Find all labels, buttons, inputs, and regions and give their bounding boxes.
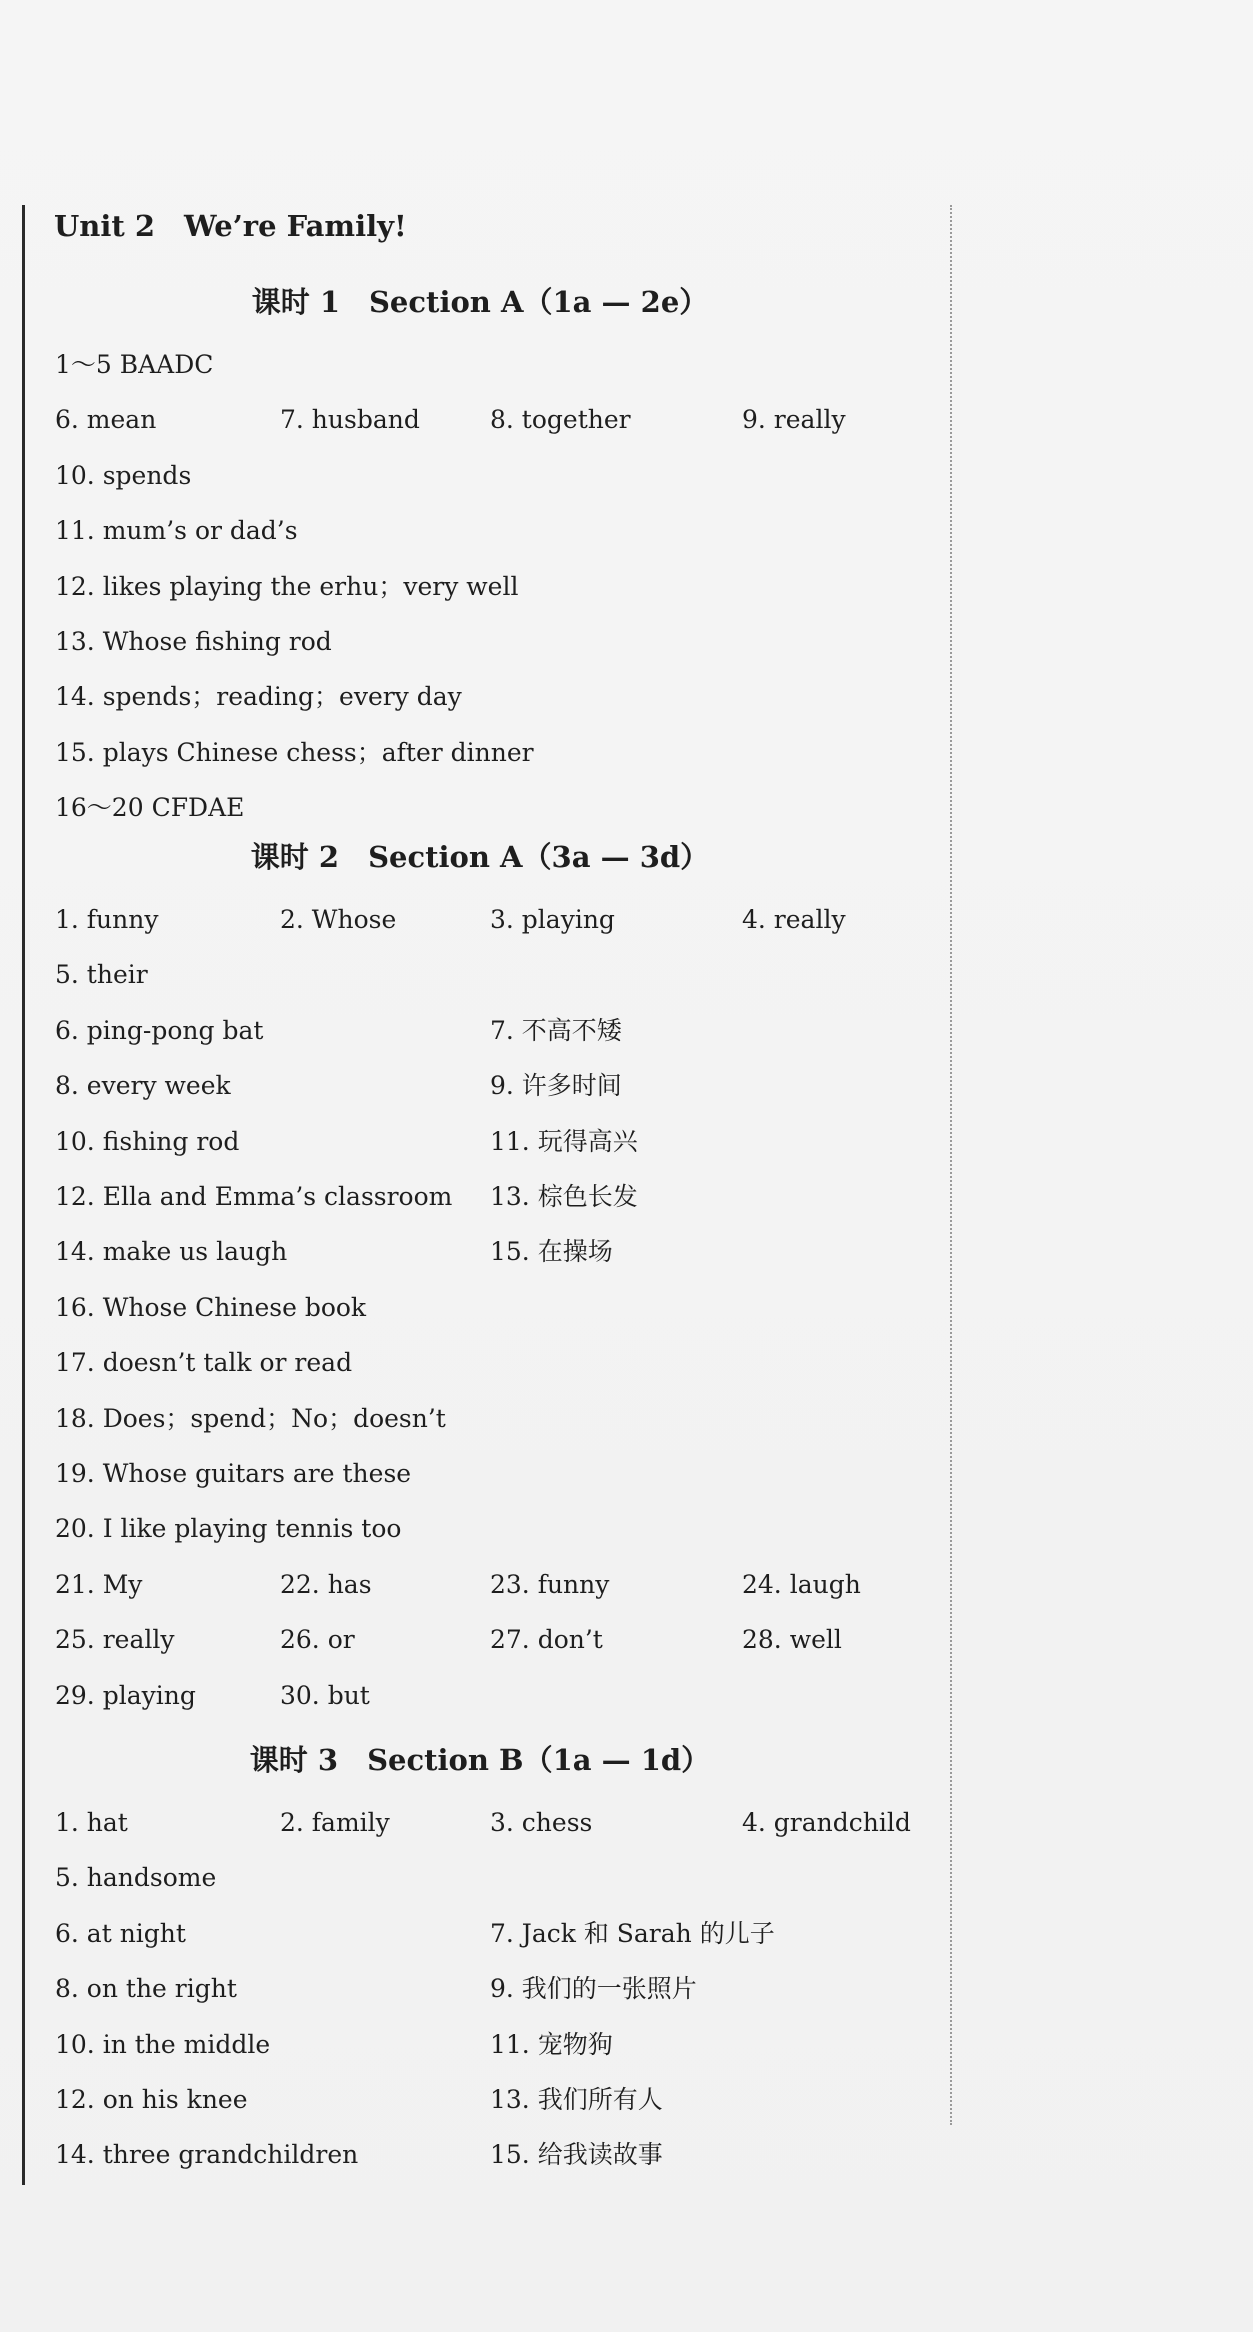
answer-item: 12. Ella and Emma’s classroom (55, 1182, 453, 1211)
answer-item: 28. well (742, 1625, 842, 1655)
answer-row (0, 791, 950, 841)
answer-row (0, 736, 950, 786)
answer-item: 16. Whose Chinese book (55, 1292, 367, 1322)
answer-item: 10. in the middle (55, 2029, 271, 2059)
section-heading: 课时 1 Section A（1a — 2e） (251, 285, 709, 319)
answer-item: 12. on his knee (55, 2085, 248, 2114)
answer-row (0, 1014, 950, 1064)
answer-row (0, 459, 950, 509)
answer-row (0, 570, 950, 620)
answer-item: 26. or (280, 1625, 355, 1655)
answer-item: 14. spends；reading；every day (55, 682, 462, 712)
answer-item: 5. their (55, 960, 148, 990)
answer-item: 29. playing (55, 1680, 196, 1710)
answer-item: 6. at night (55, 1918, 186, 1948)
answer-item: 19. Whose guitars are these (55, 1459, 412, 1488)
answer-item: 13. 我们所有人 (490, 2085, 663, 2114)
answer-item: 13. 棕色长发 (490, 1182, 638, 1211)
answer-item: 17. doesn’t talk or read (55, 1348, 353, 1378)
section-heading: 课时 3 Section B（1a — 1d） (249, 1743, 711, 1777)
answer-row (0, 1512, 950, 1562)
answer-item: 11. 玩得高兴 (490, 1126, 638, 1156)
section-heading: 课时 2 Section A（3a — 3d） (250, 840, 710, 874)
answer-item: 7. husband (280, 405, 420, 435)
answer-row (0, 1346, 950, 1396)
answer-row (0, 2028, 950, 2078)
answer-row (0, 2083, 950, 2133)
answer-row (0, 348, 950, 398)
answer-item: 8. together (490, 405, 631, 435)
answer-row (0, 514, 950, 564)
answer-item: 12. likes playing the erhu；very well (55, 571, 519, 601)
answer-item: 13. Whose fishing rod (55, 627, 332, 656)
answer-item: 14. make us laugh (55, 1237, 288, 1267)
answer-item: 1. hat (55, 1808, 128, 1837)
answer-item: 7. 不高不矮 (490, 1015, 622, 1045)
answer-row (0, 1568, 950, 1618)
answer-row (0, 680, 950, 730)
answer-row (0, 1235, 950, 1285)
answer-item: 21. My (55, 1569, 143, 1599)
answer-row (0, 1180, 950, 1230)
answer-item: 18. Does；spend；No；doesn’t (55, 1403, 446, 1433)
answer-row (0, 2138, 950, 2188)
answer-row (0, 1917, 950, 1967)
answer-item: 3. playing (490, 905, 615, 934)
answer-item: 15. 给我读故事 (490, 2140, 663, 2170)
answer-item: 4. grandchild (742, 1808, 911, 1837)
answer-row (0, 1125, 950, 1175)
answer-item: 25. really (55, 1625, 175, 1655)
answer-item: 7. Jack 和 Sarah 的儿子 (490, 1918, 775, 1948)
unit-title: Unit 2 We’re Family! (54, 209, 407, 243)
answer-item: 6. ping-pong bat (55, 1015, 264, 1045)
answer-item: 11. mum’s or dad’s (55, 516, 298, 546)
answer-item: 24. laugh (742, 1569, 861, 1599)
right-dotted-rule (950, 205, 952, 2125)
answer-item: 10. spends (55, 460, 192, 490)
answer-item: 2. family (280, 1808, 390, 1837)
answer-item: 10. fishing rod (55, 1126, 240, 1156)
answer-item: 5. handsome (55, 1863, 217, 1893)
answer-item: 15. plays Chinese chess；after dinner (55, 737, 534, 767)
answer-row (0, 1679, 950, 1729)
answer-item: 16～20 CFDAE (55, 793, 245, 823)
answer-item: 9. 我们的一张照片 (490, 1974, 697, 2004)
answer-item: 11. 宠物狗 (490, 2029, 613, 2059)
answer-item: 8. on the right (55, 1974, 237, 2004)
answer-item: 20. I like playing tennis too (55, 1514, 402, 1544)
answer-item: 22. has (280, 1569, 372, 1599)
answer-item: 14. three grandchildren (55, 2140, 359, 2170)
answer-item: 15. 在操场 (490, 1237, 613, 1267)
answer-row (0, 1069, 950, 1119)
answer-row (0, 1972, 950, 2022)
answer-item: 9. 许多时间 (490, 1071, 622, 1101)
answer-row (0, 625, 950, 675)
answer-item: 1. funny (55, 905, 159, 934)
answer-row (0, 958, 950, 1008)
answer-item: 3. chess (490, 1808, 593, 1837)
answer-item: 8. every week (55, 1071, 231, 1101)
answer-item: 4. really (742, 905, 846, 934)
answer-item: 27. don’t (490, 1625, 603, 1655)
answer-item: 30. but (280, 1680, 370, 1710)
answer-row (0, 1457, 950, 1507)
answer-row (0, 1402, 950, 1452)
answer-item: 23. funny (490, 1569, 610, 1599)
answer-row (0, 1861, 950, 1911)
answer-row (0, 1623, 950, 1673)
answer-item: 1～5 BAADC (55, 350, 214, 379)
answer-row (0, 403, 950, 453)
answer-item: 2. Whose (280, 905, 397, 934)
answer-row (0, 1291, 950, 1341)
answer-row (0, 903, 950, 953)
answer-item: 6. mean (55, 405, 157, 435)
answer-item: 9. really (742, 405, 846, 435)
answer-row (0, 1806, 950, 1856)
